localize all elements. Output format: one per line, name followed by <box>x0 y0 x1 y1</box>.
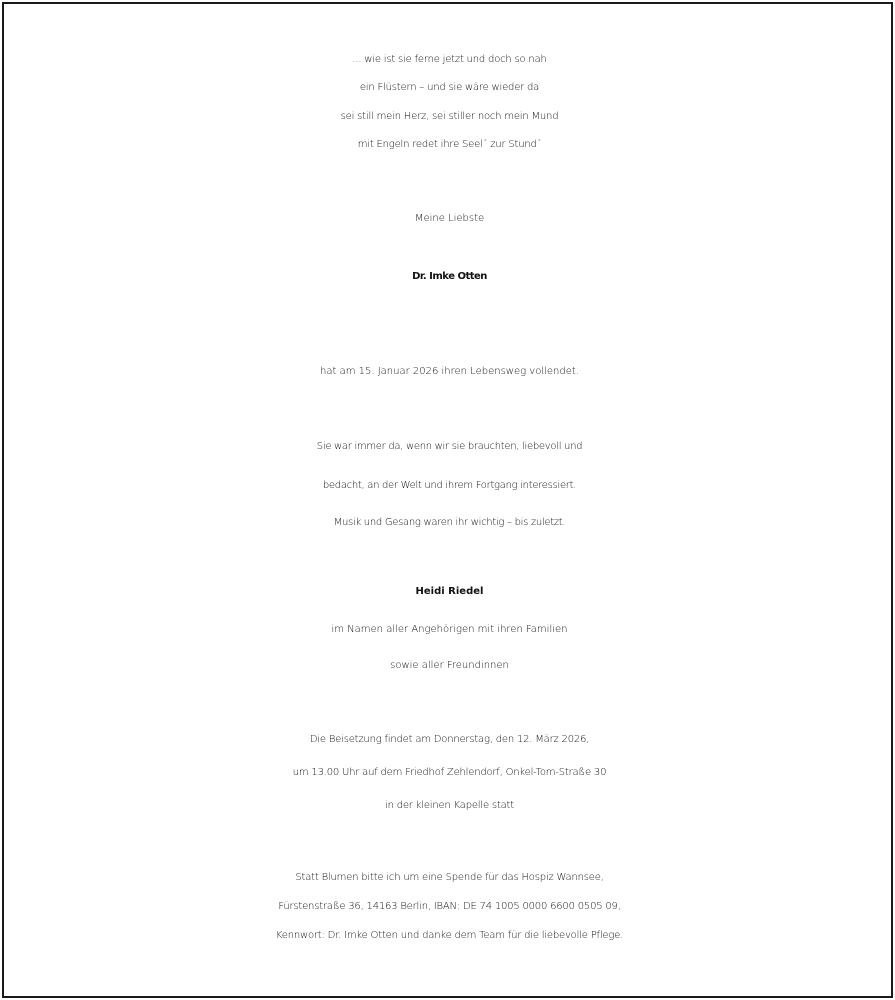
donation-line-3: Kennwort: Dr. Imke Otten und danke dem Team für die liebevolle Pflege. <box>275 930 624 941</box>
tribute-line-1: Sie war immer da, wenn wir sie brauchten, liebevoll und <box>316 441 583 452</box>
obituary-frame <box>2 2 893 998</box>
intro-text: Meine Liebste <box>414 213 485 224</box>
signer-name: Heidi Riedel <box>415 586 484 597</box>
tribute-line-2: bedacht, an der Welt und ihrem Fortgang interessiert. <box>322 480 577 491</box>
burial-line-2: um 13.00 Uhr auf dem Friedhof Zehlendorf, Onkel-Tom-Straße 30 <box>292 767 607 778</box>
poem-line-4: mit Engeln redet ihre Seel´ zur Stund´ <box>357 139 542 150</box>
deceased-name: Dr. Imke Otten <box>412 271 487 282</box>
donation-line-2: Fürstenstraße 36, 14163 Berlin, IBAN: DE 74 1005 0000 6600 0505 09, <box>278 901 621 912</box>
donation-line-1: Statt Blumen bitte ich um eine Spende für das Hospiz Wannsee, <box>295 872 604 883</box>
poem-line-2: ein Flüstern – und sie wäre wieder da <box>359 82 540 93</box>
burial-line-1: Die Beisetzung findet am Donnerstag, den 12. März 2026, <box>309 734 590 745</box>
tribute-line-3: Musik und Gesang waren ihr wichtig – bis zuletzt. <box>333 517 566 528</box>
poem-line-3: sei still mein Herz, sei stiller noch mein Mund <box>340 111 559 122</box>
poem-line-1: ... wie ist sie ferne jetzt und doch so nah <box>352 54 547 65</box>
burial-line-3: in der kleinen Kapelle statt <box>385 800 514 811</box>
death-date-line: hat am 15. Januar 2026 ihren Lebensweg vollendet. <box>320 366 579 377</box>
signer-note-line-2: sowie aller Freundinnen <box>390 660 509 671</box>
signer-note-line-1: im Namen aller Angehörigen mit ihren Familien <box>331 624 568 635</box>
